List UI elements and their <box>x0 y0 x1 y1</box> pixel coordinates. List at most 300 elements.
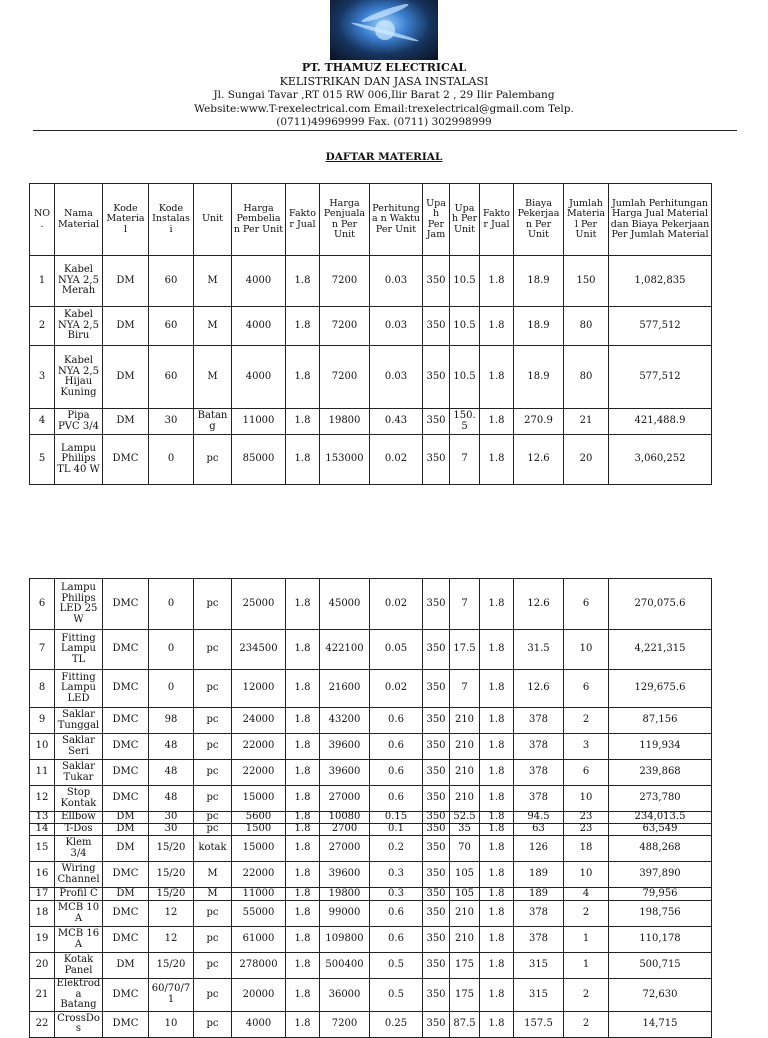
table-row <box>30 927 712 953</box>
table-cell: 350 <box>423 579 450 630</box>
table-cell: 98 <box>149 708 194 734</box>
table-cell: 20 <box>30 953 55 979</box>
table-cell: 119,934 <box>609 734 712 760</box>
table-cell: 10.5 <box>450 346 480 409</box>
table-cell: 14,715 <box>609 1011 712 1037</box>
table-cell: 1.8 <box>480 901 514 927</box>
table-cell: 1.8 <box>286 862 320 888</box>
table-cell: CrossDos <box>55 1011 103 1037</box>
table-cell: 2 <box>564 1011 609 1037</box>
table-cell: DMC <box>103 579 149 630</box>
table-cell: Kabel NYA 2,5 Merah <box>55 256 103 307</box>
table-cell: Saklar Seri <box>55 734 103 760</box>
table-row <box>30 346 712 409</box>
table-cell: 0 <box>149 579 194 630</box>
table-cell: pc <box>194 670 232 708</box>
table-cell: pc <box>194 708 232 734</box>
table-cell: 12.6 <box>514 579 564 630</box>
table-cell: 350 <box>423 435 450 485</box>
table-cell: 30 <box>149 824 194 836</box>
table-cell: 378 <box>514 734 564 760</box>
table-cell: 278000 <box>232 953 286 979</box>
table-cell: 12000 <box>232 670 286 708</box>
column-header: Nama Material <box>55 184 103 256</box>
table-cell: 0.02 <box>370 670 423 708</box>
table-cell: 1.8 <box>480 630 514 670</box>
table-cell: 1.8 <box>480 812 514 824</box>
table-cell: 210 <box>450 786 480 812</box>
table-cell: 18 <box>564 836 609 862</box>
table-cell: 500,715 <box>609 953 712 979</box>
company-phone: (0711)49969999 Fax. (0711) 302998999 <box>276 116 492 128</box>
table-cell: 1.8 <box>286 979 320 1012</box>
table-cell: 0.1 <box>370 824 423 836</box>
table-cell: 105 <box>450 862 480 888</box>
column-header: Jumlah Materia l Per Unit <box>564 184 609 256</box>
table-cell: DM <box>103 888 149 901</box>
table-cell: 210 <box>450 708 480 734</box>
column-header: Harga Pembelia n Per Unit <box>232 184 286 256</box>
table-cell: 1.8 <box>480 307 514 346</box>
table-row <box>30 953 712 979</box>
table-cell: 22000 <box>232 734 286 760</box>
table-cell: pc <box>194 579 232 630</box>
table-cell: pc <box>194 953 232 979</box>
table-cell: 12 <box>30 786 55 812</box>
table-cell: M <box>194 862 232 888</box>
table-cell: 15/20 <box>149 836 194 862</box>
table-cell: 0.6 <box>370 760 423 786</box>
table-cell: 16 <box>30 862 55 888</box>
table-cell: 20 <box>564 435 609 485</box>
table-cell: 1.8 <box>286 630 320 670</box>
table-cell: 11 <box>30 760 55 786</box>
table-cell: 52.5 <box>450 812 480 824</box>
table-cell: 1.8 <box>286 435 320 485</box>
table-cell: 10.5 <box>450 256 480 307</box>
table-cell: 1.8 <box>286 786 320 812</box>
table-row <box>30 734 712 760</box>
table-cell: 4000 <box>232 256 286 307</box>
table-cell: 315 <box>514 979 564 1012</box>
table-cell: 422100 <box>320 630 370 670</box>
table-cell: 0.03 <box>370 346 423 409</box>
table-cell: 198,756 <box>609 901 712 927</box>
table-cell: DMC <box>103 708 149 734</box>
table-cell: 1500 <box>232 824 286 836</box>
table-row <box>30 888 712 901</box>
table-cell: 1.8 <box>286 760 320 786</box>
table-cell: 15/20 <box>149 888 194 901</box>
table-cell: 0.6 <box>370 786 423 812</box>
material-table-page-2 <box>29 578 712 1038</box>
table-cell: M <box>194 256 232 307</box>
table-cell: 150. 5 <box>450 409 480 435</box>
table-cell: 7 <box>30 630 55 670</box>
table-cell: 239,868 <box>609 760 712 786</box>
table-cell: 2 <box>564 901 609 927</box>
table-cell: 1,082,835 <box>609 256 712 307</box>
table-cell: pc <box>194 979 232 1012</box>
table-cell: 19 <box>30 927 55 953</box>
table-cell: 1.8 <box>480 435 514 485</box>
table-cell: 18 <box>30 901 55 927</box>
table-cell: 350 <box>423 670 450 708</box>
table-cell: 6 <box>30 579 55 630</box>
table-cell: 109800 <box>320 927 370 953</box>
table-row <box>30 256 712 307</box>
table-cell: 87,156 <box>609 708 712 734</box>
table-cell: 14 <box>30 824 55 836</box>
table-cell: 577,512 <box>609 346 712 409</box>
table-cell: 12.6 <box>514 670 564 708</box>
table-cell: 15/20 <box>149 953 194 979</box>
table-row <box>30 1011 712 1037</box>
table-cell: 48 <box>149 786 194 812</box>
table-cell: 99000 <box>320 901 370 927</box>
table-cell: 11000 <box>232 888 286 901</box>
table-cell: 189 <box>514 862 564 888</box>
table-cell: DMC <box>103 760 149 786</box>
column-header: Harga Penjuala n Per Unit <box>320 184 370 256</box>
column-header: Fakto r Jual <box>286 184 320 256</box>
table-cell: Wiring Channel <box>55 862 103 888</box>
table-cell: 19800 <box>320 409 370 435</box>
table-cell: DMC <box>103 786 149 812</box>
table-cell: 30 <box>149 409 194 435</box>
table-cell: 1.8 <box>480 346 514 409</box>
table-cell: DM <box>103 346 149 409</box>
table-cell: 350 <box>423 630 450 670</box>
table-cell: 4,221,315 <box>609 630 712 670</box>
table-cell: 350 <box>423 786 450 812</box>
table-cell: 0.5 <box>370 979 423 1012</box>
table-cell: 2 <box>564 979 609 1012</box>
table-cell: 7200 <box>320 307 370 346</box>
table-cell: 175 <box>450 953 480 979</box>
table-cell: pc <box>194 630 232 670</box>
table-cell: 1.8 <box>286 927 320 953</box>
table-cell: 1.8 <box>286 824 320 836</box>
table-cell: 1.8 <box>286 409 320 435</box>
table-cell: 1.8 <box>480 1011 514 1037</box>
table-cell: 126 <box>514 836 564 862</box>
table-cell: 30 <box>149 812 194 824</box>
table-cell: 12.6 <box>514 435 564 485</box>
table-cell: 1.8 <box>480 979 514 1012</box>
table-cell: 0.03 <box>370 256 423 307</box>
table-cell: 19800 <box>320 888 370 901</box>
table-cell: DM <box>103 953 149 979</box>
table-cell: 350 <box>423 953 450 979</box>
table-cell: 378 <box>514 927 564 953</box>
table-cell: 350 <box>423 708 450 734</box>
table-cell: 11000 <box>232 409 286 435</box>
table-cell: 0.5 <box>370 953 423 979</box>
table-cell: 350 <box>423 836 450 862</box>
table-cell: 175 <box>450 979 480 1012</box>
table-cell: T-Dos <box>55 824 103 836</box>
table-cell: 1.8 <box>480 927 514 953</box>
table-cell: 1.8 <box>286 888 320 901</box>
table-cell: 23 <box>564 812 609 824</box>
table-cell: 10.5 <box>450 307 480 346</box>
table-cell: 350 <box>423 901 450 927</box>
table-cell: 7200 <box>320 1011 370 1037</box>
table-cell: 31.5 <box>514 630 564 670</box>
table-cell: 3 <box>564 734 609 760</box>
table-cell: pc <box>194 901 232 927</box>
table-cell: pc <box>194 927 232 953</box>
table-cell: 4000 <box>232 307 286 346</box>
table-cell: 80 <box>564 346 609 409</box>
table-row <box>30 812 712 824</box>
table-cell: 21600 <box>320 670 370 708</box>
table-cell: 61000 <box>232 927 286 953</box>
table-cell: 1.8 <box>480 256 514 307</box>
table-cell: 1.8 <box>480 953 514 979</box>
table-cell: M <box>194 346 232 409</box>
table-cell: kotak <box>194 836 232 862</box>
table-cell: 105 <box>450 888 480 901</box>
table-cell: 10 <box>564 862 609 888</box>
table-cell: 0.6 <box>370 927 423 953</box>
table-cell: 15 <box>30 836 55 862</box>
table-cell: 39600 <box>320 862 370 888</box>
table-cell: 10 <box>564 630 609 670</box>
table-cell: Lampu Philips TL 40 W <box>55 435 103 485</box>
table-cell: 45000 <box>320 579 370 630</box>
table-cell: 1.8 <box>286 346 320 409</box>
table-cell: DMC <box>103 901 149 927</box>
table-cell: 5 <box>30 435 55 485</box>
table-cell: 13 <box>30 812 55 824</box>
table-cell: 10 <box>564 786 609 812</box>
table-cell: 12 <box>149 901 194 927</box>
table-cell: 70 <box>450 836 480 862</box>
table-cell: DMC <box>103 979 149 1012</box>
table-cell: Lampu Philips LED 25 W <box>55 579 103 630</box>
table-cell: 6 <box>564 579 609 630</box>
table-cell: DM <box>103 256 149 307</box>
table-cell: Saklar Tunggal <box>55 708 103 734</box>
table-cell: 3,060,252 <box>609 435 712 485</box>
table-cell: 10080 <box>320 812 370 824</box>
table-cell: 10 <box>149 1011 194 1037</box>
table-cell: 15/20 <box>149 862 194 888</box>
table-cell: 7 <box>450 435 480 485</box>
table-cell: Elektrod a Batang <box>55 979 103 1012</box>
table-cell: 22000 <box>232 760 286 786</box>
table-cell: DMC <box>103 630 149 670</box>
table-cell: 0.05 <box>370 630 423 670</box>
table-cell: 21 <box>30 979 55 1012</box>
table-cell: 60 <box>149 346 194 409</box>
table-cell: 350 <box>423 979 450 1012</box>
table-cell: pc <box>194 812 232 824</box>
table-cell: 350 <box>423 812 450 824</box>
table-cell: DM <box>103 824 149 836</box>
table-row <box>30 307 712 346</box>
table-cell: Saklar Tukar <box>55 760 103 786</box>
table-cell: pc <box>194 824 232 836</box>
table-cell: 27000 <box>320 836 370 862</box>
table-cell: 12 <box>149 927 194 953</box>
table-cell: 43200 <box>320 708 370 734</box>
table-cell: Fitting Lampu LED <box>55 670 103 708</box>
table-row <box>30 786 712 812</box>
table-cell: 60 <box>149 256 194 307</box>
column-header: Kode Instalas i <box>149 184 194 256</box>
table-cell: 378 <box>514 708 564 734</box>
table-cell: 1.8 <box>286 836 320 862</box>
table-cell: 153000 <box>320 435 370 485</box>
table-cell: 0.03 <box>370 307 423 346</box>
table-cell: 0.15 <box>370 812 423 824</box>
table-cell: 210 <box>450 760 480 786</box>
table-cell: 1.8 <box>480 760 514 786</box>
table-cell: 7200 <box>320 256 370 307</box>
table-cell: 15000 <box>232 836 286 862</box>
table-cell: DMC <box>103 1011 149 1037</box>
company-contact: Website:www.T-rexelectrical.com Email:trexelectrical@gmail.com Telp. <box>194 103 574 115</box>
table-cell: pc <box>194 760 232 786</box>
table-cell: 6 <box>564 760 609 786</box>
table-cell: 1.8 <box>480 409 514 435</box>
table-cell: 23 <box>564 824 609 836</box>
table-cell: 80 <box>564 307 609 346</box>
table-cell: 18.9 <box>514 256 564 307</box>
table-cell: 0 <box>149 435 194 485</box>
table-cell: 1.8 <box>286 812 320 824</box>
table-cell: 0.6 <box>370 734 423 760</box>
company-logo <box>330 0 438 60</box>
table-cell: 2 <box>30 307 55 346</box>
table-cell: 22 <box>30 1011 55 1037</box>
table-cell: 0.6 <box>370 708 423 734</box>
table-cell: 378 <box>514 760 564 786</box>
column-header: Kode Materia l <box>103 184 149 256</box>
table-cell: 17.5 <box>450 630 480 670</box>
table-cell: 10 <box>30 734 55 760</box>
table-cell: 39600 <box>320 760 370 786</box>
table-cell: 7200 <box>320 346 370 409</box>
table-cell: 421,488.9 <box>609 409 712 435</box>
table-cell: 150 <box>564 256 609 307</box>
column-header: Fakto r Jual <box>480 184 514 256</box>
table-cell: 72,630 <box>609 979 712 1012</box>
table-cell: 35 <box>450 824 480 836</box>
table-cell: 85000 <box>232 435 286 485</box>
company-address: Jl. Sungai Tavar ,RT 015 RW 006,Ilir Barat 2 , 29 Ilir Palembang <box>213 89 555 101</box>
table-cell: 94.5 <box>514 812 564 824</box>
table-cell: 15000 <box>232 786 286 812</box>
table-cell: 87.5 <box>450 1011 480 1037</box>
table-cell: 315 <box>514 953 564 979</box>
table-cell: 129,675.6 <box>609 670 712 708</box>
table-cell: 60/70/7 1 <box>149 979 194 1012</box>
table-cell: DMC <box>103 927 149 953</box>
table-cell: 2 <box>564 708 609 734</box>
table-cell: 350 <box>423 346 450 409</box>
table-row <box>30 901 712 927</box>
column-header: Perhitunga n Waktu Per Unit <box>370 184 423 256</box>
table-cell: 1.8 <box>286 901 320 927</box>
column-header: Unit <box>194 184 232 256</box>
table-cell: 1.8 <box>286 256 320 307</box>
table-cell: DM <box>103 307 149 346</box>
table-cell: 1.8 <box>480 708 514 734</box>
table-cell: 157.5 <box>514 1011 564 1037</box>
table-cell: 0 <box>149 630 194 670</box>
table-cell: 63,549 <box>609 824 712 836</box>
table-cell: 1.8 <box>480 670 514 708</box>
table-cell: 48 <box>149 734 194 760</box>
table-cell: Ellbow <box>55 812 103 824</box>
table-cell: 9 <box>30 708 55 734</box>
table-cell: MCB 16 A <box>55 927 103 953</box>
column-header: Upa h Per Unit <box>450 184 480 256</box>
table-cell: 0.2 <box>370 836 423 862</box>
table-cell: 7 <box>450 579 480 630</box>
table-cell: 350 <box>423 307 450 346</box>
table-cell: 4 <box>30 409 55 435</box>
table-row <box>30 836 712 862</box>
table-cell: 0 <box>149 670 194 708</box>
table-cell: 48 <box>149 760 194 786</box>
table-cell: 500400 <box>320 953 370 979</box>
table-row <box>30 708 712 734</box>
table-cell: 1.8 <box>480 836 514 862</box>
table-cell: 234500 <box>232 630 286 670</box>
table-cell: Stop Kontak <box>55 786 103 812</box>
table-cell: Kotak Panel <box>55 953 103 979</box>
table-cell: pc <box>194 786 232 812</box>
table-row <box>30 979 712 1012</box>
table-cell: 1.8 <box>286 579 320 630</box>
table-cell: 1.8 <box>286 708 320 734</box>
company-tagline: KELISTRIKAN DAN JASA INSTALASI <box>279 75 489 88</box>
table-cell: 79,956 <box>609 888 712 901</box>
table-cell: 4 <box>564 888 609 901</box>
table-cell: 1 <box>564 953 609 979</box>
table-cell: 1.8 <box>286 953 320 979</box>
table-cell: Klem 3/4 <box>55 836 103 862</box>
table-cell: DM <box>103 409 149 435</box>
table-cell: 350 <box>423 927 450 953</box>
table-cell: 6 <box>564 670 609 708</box>
material-table-page-1 <box>29 183 712 485</box>
table-cell: 350 <box>423 734 450 760</box>
table-cell: 1.8 <box>286 1011 320 1037</box>
table-cell: 0.6 <box>370 901 423 927</box>
table-cell: 1.8 <box>480 579 514 630</box>
table-cell: 27000 <box>320 786 370 812</box>
table-cell: 273,780 <box>609 786 712 812</box>
document-title: DAFTAR MATERIAL <box>325 151 443 163</box>
table-cell: 60 <box>149 307 194 346</box>
table-cell: pc <box>194 435 232 485</box>
column-header: Upa h Per Jam <box>423 184 450 256</box>
table-cell: 350 <box>423 256 450 307</box>
table-cell: DMC <box>103 862 149 888</box>
table-row <box>30 670 712 708</box>
table-cell: 234,013.5 <box>609 812 712 824</box>
table-cell: 189 <box>514 888 564 901</box>
table-cell: 0.02 <box>370 579 423 630</box>
table-cell: DM <box>103 812 149 824</box>
table-cell: 0.3 <box>370 862 423 888</box>
